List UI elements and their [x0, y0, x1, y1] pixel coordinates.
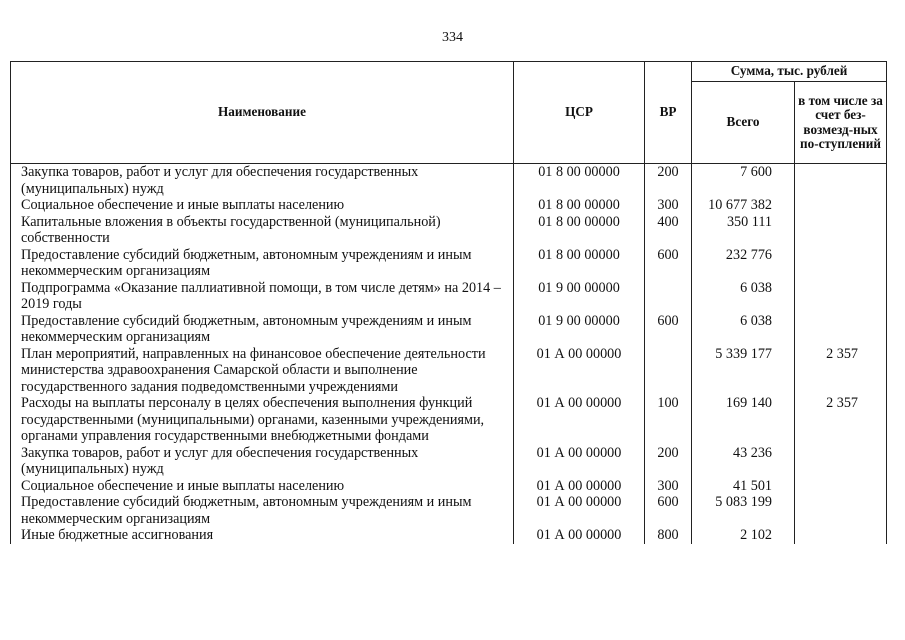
- row-free-receipts: [795, 478, 887, 495]
- row-csr: 01 А 00 00000: [514, 346, 645, 396]
- table-row: [11, 395, 887, 445]
- table-row: [11, 494, 887, 527]
- row-csr: 01 8 00 00000: [514, 214, 645, 247]
- table-row: [11, 445, 887, 478]
- row-name: Расходы на выплаты персоналу в целях обеспечения выполнения функций государственными (муниципальными) органами, казенными учреждениями, органами управления государственными внебюджетными фондами: [11, 395, 514, 445]
- row-total: 232 776: [692, 247, 795, 280]
- row-csr: 01 А 00 00000: [514, 445, 645, 478]
- header-vr: ВР: [645, 62, 692, 164]
- row-vr: 800: [645, 527, 692, 544]
- row-total: 10 677 382: [692, 197, 795, 214]
- row-free-receipts: 2 357: [795, 395, 887, 445]
- row-total: 169 140: [692, 395, 795, 445]
- row-total: 6 038: [692, 280, 795, 313]
- header-total: Всего: [692, 82, 795, 164]
- row-name: Капитальные вложения в объекты государственной (муниципальной) собственности: [11, 214, 514, 247]
- table-row: [11, 247, 887, 280]
- row-total: 43 236: [692, 445, 795, 478]
- row-vr: 200: [645, 164, 692, 198]
- row-csr: 01 А 00 00000: [514, 494, 645, 527]
- row-csr: 01 8 00 00000: [514, 164, 645, 198]
- row-total: 7 600: [692, 164, 795, 198]
- table-row: [11, 478, 887, 495]
- row-name: Социальное обеспечение и иные выплаты населению: [11, 197, 514, 214]
- row-vr: 300: [645, 478, 692, 495]
- row-free-receipts: [795, 494, 887, 527]
- row-free-receipts: 2 357: [795, 346, 887, 396]
- row-free-receipts: [795, 197, 887, 214]
- budget-table: [10, 61, 887, 544]
- row-vr: 600: [645, 247, 692, 280]
- header-sum-group: Сумма, тыс. рублей: [692, 62, 887, 82]
- row-vr: 200: [645, 445, 692, 478]
- table-row: [11, 164, 887, 198]
- row-free-receipts: [795, 445, 887, 478]
- row-name: Иные бюджетные ассигнования: [11, 527, 514, 544]
- table-row: [11, 280, 887, 313]
- row-free-receipts: [795, 527, 887, 544]
- row-name: Закупка товаров, работ и услуг для обеспечения государственных (муниципальных) нужд: [11, 445, 514, 478]
- page-number: 334: [442, 30, 463, 45]
- table-row: [11, 346, 887, 396]
- row-total: 6 038: [692, 313, 795, 346]
- header-including-free: в том числе за счет без-возмезд-ных по-ступлений: [795, 82, 887, 164]
- row-vr: 300: [645, 197, 692, 214]
- row-name: Предоставление субсидий бюджетным, автономным учреждениям и иным некоммерческим организациям: [11, 313, 514, 346]
- row-vr: 600: [645, 494, 692, 527]
- row-vr: 400: [645, 214, 692, 247]
- row-free-receipts: [795, 280, 887, 313]
- row-name: Подпрограмма «Оказание паллиативной помощи, в том числе детям» на 2014 – 2019 годы: [11, 280, 514, 313]
- row-csr: 01 А 00 00000: [514, 478, 645, 495]
- row-total: 5 339 177: [692, 346, 795, 396]
- row-total: 5 083 199: [692, 494, 795, 527]
- row-name: Закупка товаров, работ и услуг для обеспечения государственных (муниципальных) нужд: [11, 164, 514, 198]
- row-vr: [645, 280, 692, 313]
- row-free-receipts: [795, 214, 887, 247]
- table-row: [11, 197, 887, 214]
- table-row: [11, 527, 887, 544]
- table-body: [11, 164, 887, 544]
- table-header: [11, 62, 887, 164]
- row-total: 41 501: [692, 478, 795, 495]
- row-csr: 01 9 00 00000: [514, 313, 645, 346]
- table-row: [11, 214, 887, 247]
- row-total: 2 102: [692, 527, 795, 544]
- row-free-receipts: [795, 164, 887, 198]
- row-total: 350 111: [692, 214, 795, 247]
- row-vr: [645, 346, 692, 396]
- row-name: Предоставление субсидий бюджетным, автономным учреждениям и иным некоммерческим организациям: [11, 494, 514, 527]
- row-name: План мероприятий, направленных на финансовое обеспечение деятельности министерства здравоохранения Самарской области и выполнение государственного задания подведомственными учреждениями: [11, 346, 514, 396]
- row-csr: 01 9 00 00000: [514, 280, 645, 313]
- row-csr: 01 8 00 00000: [514, 247, 645, 280]
- row-csr: 01 8 00 00000: [514, 197, 645, 214]
- row-csr: 01 А 00 00000: [514, 395, 645, 445]
- header-name: Наименование: [11, 62, 514, 164]
- row-free-receipts: [795, 247, 887, 280]
- row-csr: 01 А 00 00000: [514, 527, 645, 544]
- header-csr: ЦСР: [514, 62, 645, 164]
- row-free-receipts: [795, 313, 887, 346]
- row-name: Предоставление субсидий бюджетным, автономным учреждениям и иным некоммерческим организациям: [11, 247, 514, 280]
- row-vr: 100: [645, 395, 692, 445]
- row-name: Социальное обеспечение и иные выплаты населению: [11, 478, 514, 495]
- row-vr: 600: [645, 313, 692, 346]
- table-row: [11, 313, 887, 346]
